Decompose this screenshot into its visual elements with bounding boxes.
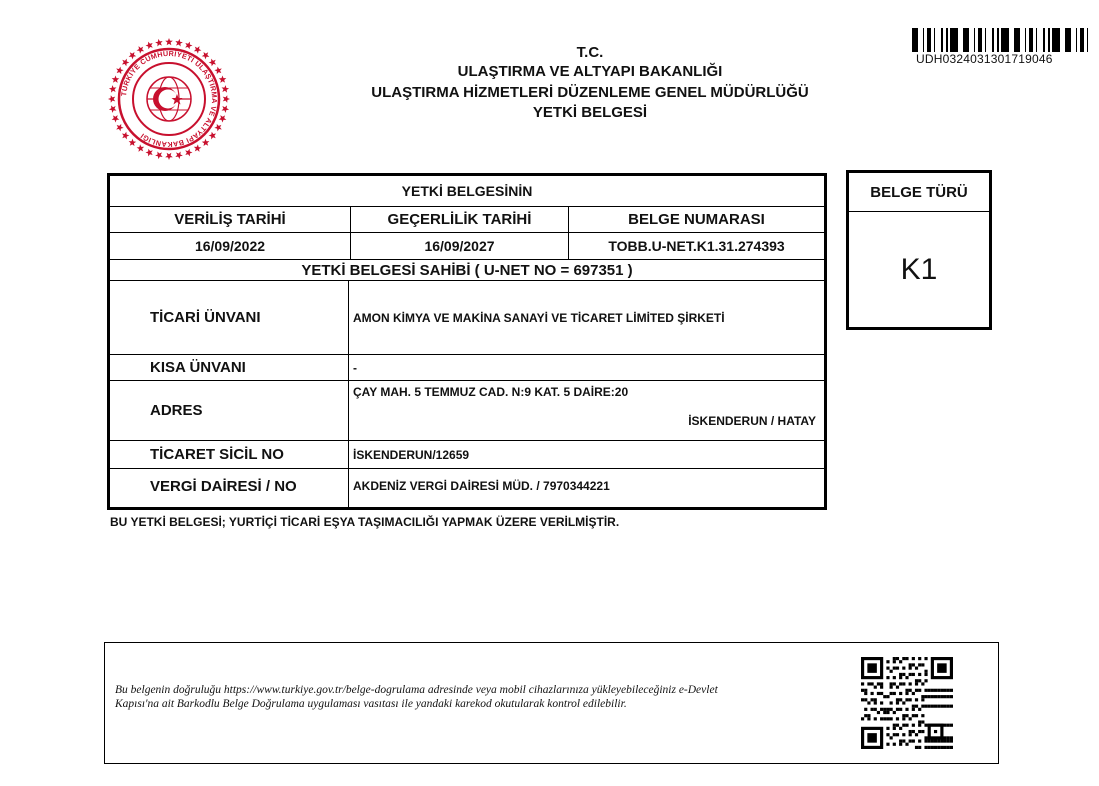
tax-office-value: AKDENİZ VERGİ DAİRESİ MÜD. / 7970344221 <box>353 478 610 493</box>
document-number-header: BELGE NUMARASI <box>628 211 765 228</box>
address-label: ADRES <box>150 402 203 419</box>
header-tc: T.C. <box>576 44 604 61</box>
barcode-number: UDH0324031301719046 <box>916 52 1053 66</box>
validity-date-header: GEÇERLİLİK TARİHİ <box>387 211 532 228</box>
qr-code[interactable] <box>861 657 953 749</box>
trade-registry-value: İSKENDERUN/12659 <box>353 447 470 462</box>
short-name-label: KISA ÜNVANI <box>150 359 246 376</box>
header-doc-title: YETKİ BELGESİ <box>532 104 648 121</box>
short-name-value: - <box>353 360 357 375</box>
tax-office-label: VERGİ DAİRESİ / NO <box>150 478 297 495</box>
seal-text: TÜRKİYE CUMHURİYETİ ULAŞTIRMA VE ALTYAPI BAKANLIĞI <box>119 48 220 150</box>
verification-text <box>115 683 845 711</box>
header-ministry: ULAŞTIRMA VE ALTYAPI BAKANLIĞI <box>457 63 723 80</box>
verification-text-line-2: Kapısı'na ait Barkodlu Belge Doğrulama uygulaması vasıtası ile yandaki karekod okutularak kontrol edilebilir. <box>115 698 627 710</box>
barcode <box>912 28 1088 52</box>
authorization-table <box>107 173 827 510</box>
document-type-value: K1 <box>900 252 938 286</box>
document-type-label: BELGE TÜRÜ <box>870 183 968 201</box>
issue-date-value: 16/09/2022 <box>194 238 266 254</box>
verification-text-line-1: Bu belgenin doğruluğu https://www.turkiye.gov.tr/belge-dogrulama adresinde veya mobil cihazlarınıza yükleyebileceğiniz e-Devlet <box>115 684 718 696</box>
address-line-2: İSKENDERUN / HATAY <box>688 414 816 428</box>
trade-registry-label: TİCARET SİCİL NO <box>150 446 284 463</box>
issue-date-header: VERİLİŞ TARİHİ <box>174 211 286 228</box>
table-title: YETKİ BELGESİNİN <box>401 183 533 199</box>
document-type-box <box>846 170 992 330</box>
verification-footer <box>104 642 999 764</box>
header-directorate: ULAŞTIRMA HİZMETLERİ DÜZENLEME GENEL MÜDÜRLÜĞÜ <box>371 84 809 101</box>
ministry-seal-logo <box>107 37 231 161</box>
validity-date-value: 16/09/2027 <box>424 238 495 254</box>
address-line-1: ÇAY MAH. 5 TEMMUZ CAD. N:9 KAT. 5 DAİRE:20 <box>353 385 629 399</box>
holder-title: YETKİ BELGESİ SAHİBİ ( U-NET NO = 697351 ) <box>301 261 633 279</box>
document-number-value: TOBB.U-NET.K1.31.274393 <box>608 238 785 254</box>
trade-name-value: AMON KİMYA VE MAKİNA SANAYİ VE TİCARET LİMİTED ŞİRKETİ <box>353 310 725 325</box>
authorization-note: BU YETKİ BELGESİ; YURTİÇİ TİCARİ EŞYA TAŞIMACILIĞI YAPMAK ÜZERE VERİLMİŞTİR. <box>110 515 620 529</box>
trade-name-label: TİCARİ ÜNVANI <box>150 309 261 326</box>
